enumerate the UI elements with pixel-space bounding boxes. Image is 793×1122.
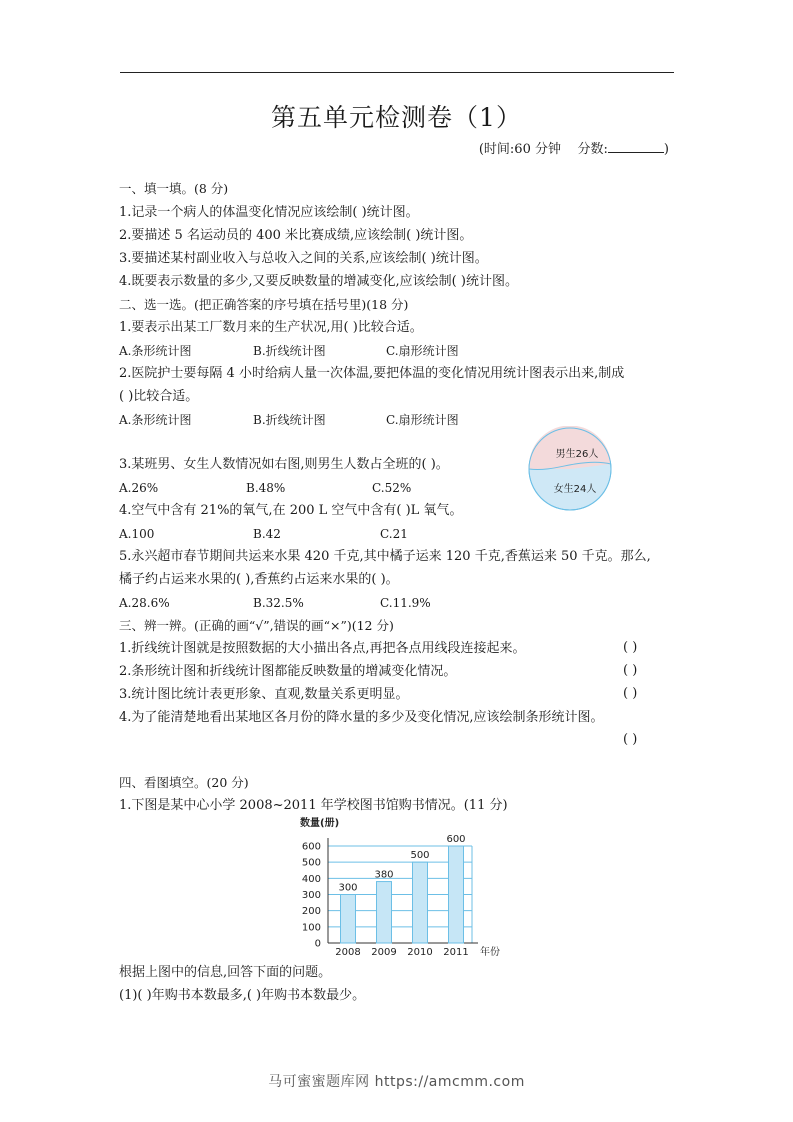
top-rule [120,72,674,73]
s2-q4-option-b: B.42 [253,527,281,541]
pie-label-boys: 男生26人 [555,449,599,460]
s2-q4-option-a: A.100 [119,527,155,541]
s2-q5-option-a: A.28.6% [119,596,170,610]
s2-question-5-line-1: 5.永兴超市春节期间共运来水果 420 千克,其中橘子运来 120 千克,香蕉运来 50 千克。那么, [119,549,651,564]
y-tick-label: 0 [314,938,321,950]
s3-question-1: 1.折线统计图就是按照数据的大小描出各点,再把各点用线段连接起来。 [119,641,526,656]
pie-label-girls: 女生24人 [553,484,597,495]
bar [413,862,428,943]
x-tick-label: 2011 [443,947,469,958]
meta-close: ) [663,142,669,157]
s2-question-5-line-2: 橘子约占运来水果的( ),香蕉约占运来水果的( )。 [119,572,399,587]
y-tick-label: 500 [301,857,321,869]
s3-q3-answer-paren: ( ) [623,686,638,701]
s1-question-4: 4.既要表示数量的多少,又要反映数量的增减变化,应该绘制( )统计图。 [119,274,518,289]
s1-question-2: 2.要描述 5 名运动员的 400 米比赛成绩,应该绘制( )统计图。 [119,228,473,243]
bar [449,846,464,943]
section-1-heading: 一、填一填。(8 分) [119,181,229,196]
exam-meta [479,138,669,157]
book-purchase-bar-chart [290,812,510,962]
bar [341,895,356,944]
s2-q5-option-b: B.32.5% [253,596,304,610]
site-footer: 马可蜜蜜题库网 https://amcmm.com [268,1074,525,1090]
s3-q1-answer-paren: ( ) [623,640,638,655]
bar-value-label: 300 [338,882,358,894]
x-axis-title: 年份 [480,947,500,958]
y-tick-label: 600 [301,841,321,853]
s3-question-3: 3.统计图比统计表更形象、直观,数量关系更明显。 [119,687,409,702]
section-4-heading: 四、看图填空。(20 分) [119,775,249,790]
y-tick-label: 100 [301,922,321,934]
s2-q1-option-c: C.扇形统计图 [386,344,459,358]
section-2-heading: 二、选一选。(把正确答案的序号填在括号里)(18 分) [119,297,409,312]
s2-q3-option-c: C.52% [372,481,412,495]
s2-q3-option-b: B.48% [246,481,286,495]
page-title: 第五单元检测卷（1） [271,103,522,132]
gender-pie-chart [527,426,613,512]
s4-after-chart-text: 根据上图中的信息,回答下面的问题。 [119,965,332,980]
y-tick-label: 400 [301,873,321,885]
score-label: 分数: [577,142,608,157]
score-blank [608,140,664,153]
y-tick-label: 300 [301,890,321,901]
bar [377,882,392,943]
s2-q2-option-b: B.折线统计图 [253,413,326,427]
s2-q2-option-a: A.条形统计图 [119,413,192,427]
y-tick-label: 200 [301,906,321,918]
s1-question-1: 1.记录一个病人的体温变化情况应该绘制( )统计图。 [119,205,419,220]
s2-q5-option-c: C.11.9% [380,596,431,610]
s3-question-2: 2.条形统计图和折线统计图都能反映数量的增减变化情况。 [119,664,457,679]
s2-question-2-line-1: 2.医院护士要每隔 4 小时给病人量一次体温,要把体温的变化情况用统计图表示出来,制成 [119,366,625,381]
s3-question-4: 4.为了能清楚地看出某地区各月份的降水量的多少及变化情况,应该绘制条形统计图。 [119,710,604,725]
s2-question-3: 3.某班男、女生人数情况如右图,则男生人数占全班的( )。 [119,457,449,472]
y-axis-title: 数量(册) [300,818,340,829]
s2-question-1: 1.要表示出某工厂数月来的生产状况,用( )比较合适。 [119,320,423,335]
bar-value-label: 380 [374,869,394,881]
s2-question-2-line-2: ( )比较合适。 [119,389,199,404]
x-tick-label: 2010 [407,947,433,958]
s2-q2-option-c: C.扇形统计图 [386,413,459,427]
s2-q3-option-a: A.26% [119,481,159,495]
section-3-heading: 三、辨一辨。(正确的画“√”,错误的画“×”)(12 分) [119,618,394,633]
s3-q4-answer-paren: ( ) [623,732,638,747]
s3-q2-answer-paren: ( ) [623,663,638,678]
x-tick-label: 2009 [371,947,397,958]
bar-value-label: 600 [446,834,466,845]
s2-q1-option-b: B.折线统计图 [253,344,326,358]
bar-value-label: 500 [410,850,430,862]
time-label: (时间:60 分钟 [478,142,561,157]
s2-q1-option-a: A.条形统计图 [119,344,192,358]
x-tick-label: 2008 [335,947,361,958]
s4-sub-question-1: (1)( )年购书本数最多,( )年购书本数最少。 [119,988,366,1003]
s2-question-4: 4.空气中含有 21%的氧气,在 200 L 空气中含有( )L 氧气。 [119,503,463,518]
s2-q4-option-c: C.21 [380,527,408,541]
s4-question-1: 1.下图是某中心小学 2008~2011 年学校图书馆购书情况。(11 分) [119,798,508,813]
s1-question-3: 3.要描述某村副业收入与总收入之间的关系,应该绘制( )统计图。 [119,251,488,266]
